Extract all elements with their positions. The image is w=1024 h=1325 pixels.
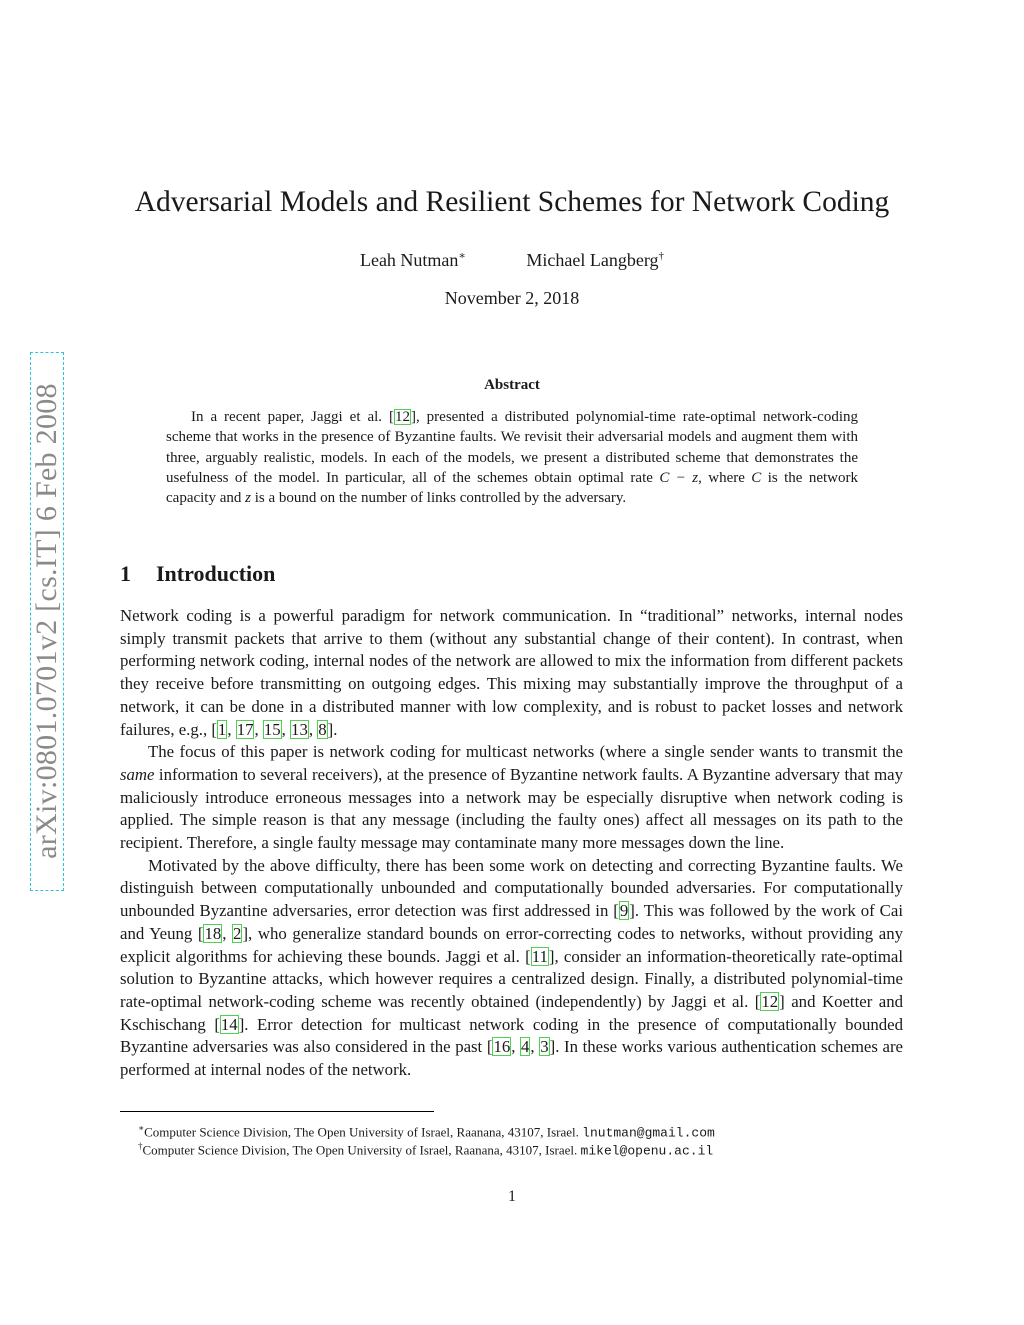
abstract-heading: Abstract	[484, 377, 540, 393]
paragraph-fragment: ].	[327, 719, 338, 739]
paragraph: Motivated by the above difficulty, there has been some work on detecting and correcting Byzantine faults. We distinguish between computationally unbounded and computationally bounded adversaries. For computationally unbounded Byzantine adversaries, error detection was first addressed in [9]. This was followed by the work of Cai and Yeung [18, 2], who generalize standard bounds on error-correcting codes to networks, without providing any explicit algorithms for achieving these bounds. Jaggi et al. [11], consider an information-theoretically rate-optimal solution to Byzantine attacks, which however requires a centralized design. Finally, a distributed polynomial-time rate-optimal network-coding scheme was recently obtained (independently) by Jaggi et al. [12] and Koetter and Kschischang [14]. Error detection for multicast network coding in the presence of computationally bounded Byzantine adversaries was also considered in the past [16, 4, 3]. In these works various authentication schemes are performed at internal nodes of the network.	[120, 855, 903, 1080]
footnote-mark: †	[138, 1141, 143, 1151]
citation-link[interactable]: 11	[531, 946, 548, 966]
citation-link[interactable]: 12	[761, 991, 779, 1011]
citation-link[interactable]: 15	[263, 719, 281, 739]
paragraph-fragment: The focus of this paper is network coding for multicast networks (where a single sender wants to transmit the	[148, 742, 903, 762]
paragraph-fragment: information to several receivers), at the presence of Byzantine network faults. A Byzantine adversary that may maliciously introduce erroneous messages into a network may be especially disruptive when network coding is applied. The simple reason is that any message (including the faulty ones) affect all messages on its path to the recipient. Therefore, a single faulty message may contaminate many more messages down the line.	[120, 764, 903, 853]
section-heading	[120, 560, 275, 588]
citation-link[interactable]: 14	[220, 1014, 238, 1034]
author	[360, 244, 466, 272]
arxiv-identifier[interactable]: arXiv:0801.0701v2 [cs.IT] 6 Feb 2008	[30, 383, 63, 859]
math-expression: C	[751, 469, 762, 486]
citation-link[interactable]: 17	[236, 719, 254, 739]
email-link[interactable]: lnutman@gmail.com	[582, 1125, 715, 1141]
paragraph-fragment: ]. Error detection for multicast network coding in the presence of computationally bounded Byzantine adversaries was also considered in the past [	[120, 1014, 903, 1057]
abstract-text	[166, 407, 858, 508]
paragraph-fragment: ], consider an information-theoretically rate-optimal solution to Byzantine attacks, which however requires a centralized design. Finally, a distributed polynomial-time rate-optimal network-coding scheme was recently obtained (independently) by Jaggi et al. [	[120, 946, 903, 1011]
citation-link[interactable]: 18	[204, 923, 222, 943]
abstract-fragment: is a bound on the number of links controlled by the adversary.	[250, 490, 627, 507]
abstract-fragment: ], presented a distributed polynomial-time rate-optimal network-coding scheme that works in the presence of Byzantine faults. We revisit their adversarial models and augment them with three, arguably realistic, models. In each of the models, we present a distributed scheme that demonstrates the usefulness of the model. In particular, all of the schemes obtain optimal rate	[166, 409, 858, 486]
author-name: Leah Nutman	[359, 250, 459, 270]
author-list	[0, 244, 1024, 272]
section-number: 1	[120, 561, 131, 586]
author-footnote-mark[interactable]: ∗	[458, 250, 466, 262]
citation-link[interactable]: 3	[540, 1037, 549, 1057]
paragraph-fragment: Network coding is a powerful paradigm for network communication. In “traditional” networks, internal nodes simply transmit packets that arrive to them (without any substantial change of their content). In contrast, when performing network coding, internal nodes of the network are allowed to mix the information from different packets they receive before transmitting on outgoing edges. This mixing may substantially improve the throughput of a network, it can be done in a distributed manner with low complexity, and is robust to packet losses and network failures, e.g., [	[120, 606, 903, 739]
citation-link[interactable]: 16	[493, 1037, 511, 1057]
paragraph-fragment: ]. This was followed by the work of Cai and Yeung [	[120, 901, 903, 943]
math-expression: z	[245, 490, 251, 507]
citation-link[interactable]: 12	[394, 409, 410, 425]
paragraph-fragment: ] and Koetter and Kschischang [	[120, 991, 903, 1034]
paragraph	[120, 741, 903, 855]
abstract-fragment: In a recent paper, Jaggi et al. [	[191, 409, 394, 425]
footnote	[138, 1137, 713, 1160]
author	[526, 244, 664, 272]
citation-link[interactable]: 4	[521, 1037, 530, 1057]
paper-date: November 2, 2018	[444, 288, 580, 308]
email-link[interactable]: mikel@openu.ac.il	[580, 1143, 714, 1159]
citation-link[interactable]: 9	[619, 901, 629, 921]
footnote-divider	[120, 1111, 434, 1112]
citation-link[interactable]: 8	[318, 719, 327, 739]
abstract-fragment: , where	[698, 469, 752, 486]
footnote-text: Computer Science Division, The Open University of Israel, Raanana, 43107, Israel.	[142, 1142, 581, 1158]
paragraph: Network coding is a powerful paradigm for network communication. In “traditional” networks, internal nodes simply transmit packets that arrive to them (without any substantial change of their content). In contrast, when performing network coding, internal nodes of the network are allowed to mix the information from different packets they receive before transmitting on outgoing edges. This mixing may substantially improve the throughput of a network, it can be done in a distributed manner with low complexity, and is robust to packet losses and network failures, e.g., [1, 17, 15, 13, 8].	[120, 606, 903, 739]
author-name: Michael Langberg	[526, 250, 659, 270]
footnote-mark: ∗	[138, 1123, 145, 1133]
paragraph-fragment: Motivated by the above difficulty, there has been some work on detecting and correcting Byzantine faults. We distinguish between computationally unbounded and computationally bounded adversaries. For computationally unbounded Byzantine adversaries, error detection was first addressed in [	[120, 855, 903, 921]
math-expression: C − z	[659, 469, 699, 486]
section-title: Introduction	[156, 561, 276, 586]
paper-title: Adversarial Models and Resilient Schemes for Network Coding	[134, 186, 890, 218]
citation-link[interactable]: 13	[291, 719, 308, 739]
citation-link[interactable]: 1	[217, 719, 227, 739]
emphasis: same	[120, 764, 155, 784]
citation-link[interactable]: 2	[233, 923, 242, 943]
footnote-text: Computer Science Division, The Open University of Israel, Raanana, 43107, Israel.	[144, 1124, 583, 1140]
author-footnote-mark[interactable]: †	[658, 250, 665, 262]
page-number: 1	[508, 1188, 516, 1205]
body-text	[120, 605, 903, 1082]
abstract-fragment: is the network capacity and	[166, 469, 859, 507]
arxiv-stamp[interactable]	[30, 352, 64, 891]
paragraph-fragment: ]. In these works various authentication schemes are performed at internal nodes of the network.	[120, 1037, 903, 1080]
paragraph-fragment: ], who generalize standard bounds on error-correcting codes to networks, without providing any explicit algorithms for achieving these bounds. Jaggi et al. [	[120, 923, 903, 966]
